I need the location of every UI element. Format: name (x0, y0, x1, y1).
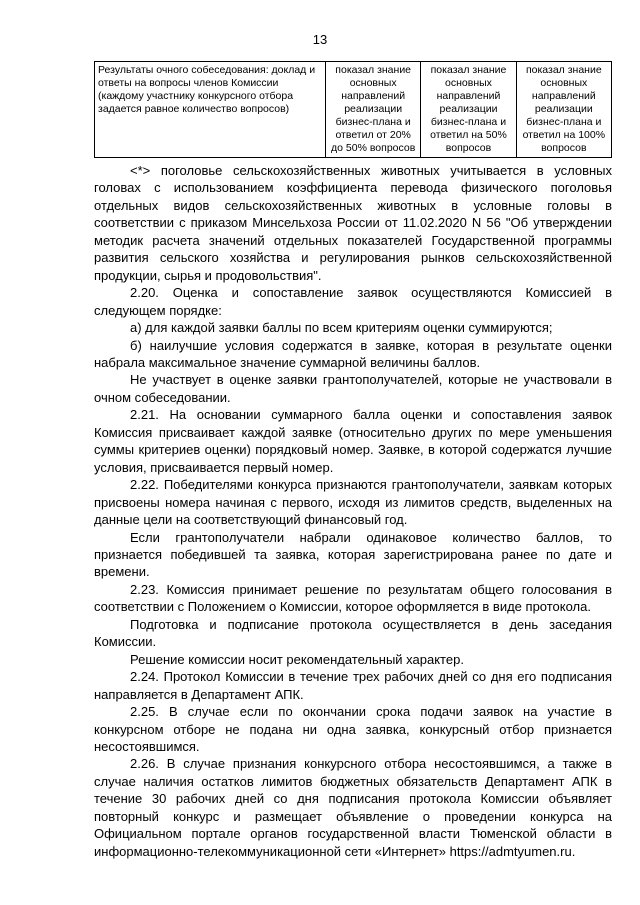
paragraph-2-22: 2.22. Победителями конкурса признаются грантополучатели, заявкам которых присвоены номера начиная с первого, исходя из лимитов средств, выделенных на данные цели на соответствующий финансовый год. (94, 477, 612, 528)
page-number: 13 (312, 32, 328, 47)
criteria-table (94, 61, 612, 158)
score-cell-3: показал знание основных направлений реализации бизнес-плана и ответил на 100% вопросов (516, 62, 611, 158)
paragraph-2-24: 2.24. Протокол Комиссии в течение трех рабочих дней со дня его подписания направляется в Департамент АПК. (94, 669, 612, 702)
footnote-paragraph: <*> поголовье сельскохозяйственных животных учитывается в условных головах с использованием коэффициента перевода физического поголовья отдельных видов сельскохозяйственных животных в условные головы в соответствии с приказом Минсельхоза России от 11.02.2020 N 56 "Об утверждении методик расчета значений отдельных показателей Государственной программы развития сельского хозяйства и регулирования рынков сельскохозяйственной продукции, сырья и продовольствия". (94, 163, 612, 283)
paragraph-2-23-protocol: Подготовка и подписание протокола осуществляется в день заседания Комиссии. (94, 616, 612, 650)
paragraph-2-25: 2.25. В случае если по окончании срока подачи заявок на участие в конкурсном отборе не подана ни одна заявка, конкурсный отбор признается несостоявшимся. (94, 704, 612, 754)
score-cell-2: показал знание основных направлений реализации бизнес-плана и ответил на 50% вопросов (421, 62, 516, 158)
table-row (95, 62, 612, 158)
document-body (94, 162, 612, 860)
paragraph-2-21: 2.21. На основании суммарного балла оценки и сопоставления заявок Комиссия присваивает каждой заявке (относительно других по мере уменьшения суммы критериев оценки) порядковый номер. Заявке, в которой содержатся лучшие условия, присваивается первый номер. (94, 407, 612, 475)
criterion-cell: Результаты очного собеседования: доклад и ответы на вопросы членов Комиссии (каждому участнику конкурсного отбора задается равное количество вопросов) (95, 62, 326, 158)
paragraph-2-20-b: б) наилучшие условия содержатся в заявке, которая в результате оценки набрала максимальное значение суммарной величины баллов. (94, 337, 612, 370)
paragraph-2-23: 2.23. Комиссия принимает решение по результатам общего голосования в соответствии с Положением о Комиссии, которое оформляется в виде протокола. (94, 581, 612, 615)
paragraph-2-26: 2.26. В случае признания конкурсного отбора несостоявшимся, а также в случае наличия остатков лимитов бюджетных обязательств Департамент АПК в течение 30 рабочих дней со дня подписания протокола Комиссии объявляет повторный конкурс и размещает объявление о проведении конкурса на Официальном портале органов государственной власти Тюменской области в информационно-телекоммуникационной сети «Интернет» https://admtyumen.ru. (94, 756, 612, 859)
score-cell-1: показал знание основных направлений реализации бизнес-плана и ответил от 20% до 50% вопросов (326, 62, 421, 158)
paragraph-2-22-tie: Если грантополучатели набрали одинаковое количество баллов, то признается победившей та заявка, которая зарегистрирована ранее по дате и времени. (94, 529, 612, 580)
paragraph-2-20-a: а) для каждой заявки баллы по всем критериям оценки суммируются; (130, 320, 553, 336)
paragraph-2-20: 2.20. Оценка и сопоставление заявок осуществляются Комиссией в следующем порядке: (94, 285, 612, 318)
paragraph-2-23-advisory: Решение комиссии носит рекомендательный характер. (130, 651, 464, 667)
paragraph-2-20-note: Не участвует в оценке заявки грантополучателей, которые не участвовали в очном собеседовании. (94, 372, 612, 405)
